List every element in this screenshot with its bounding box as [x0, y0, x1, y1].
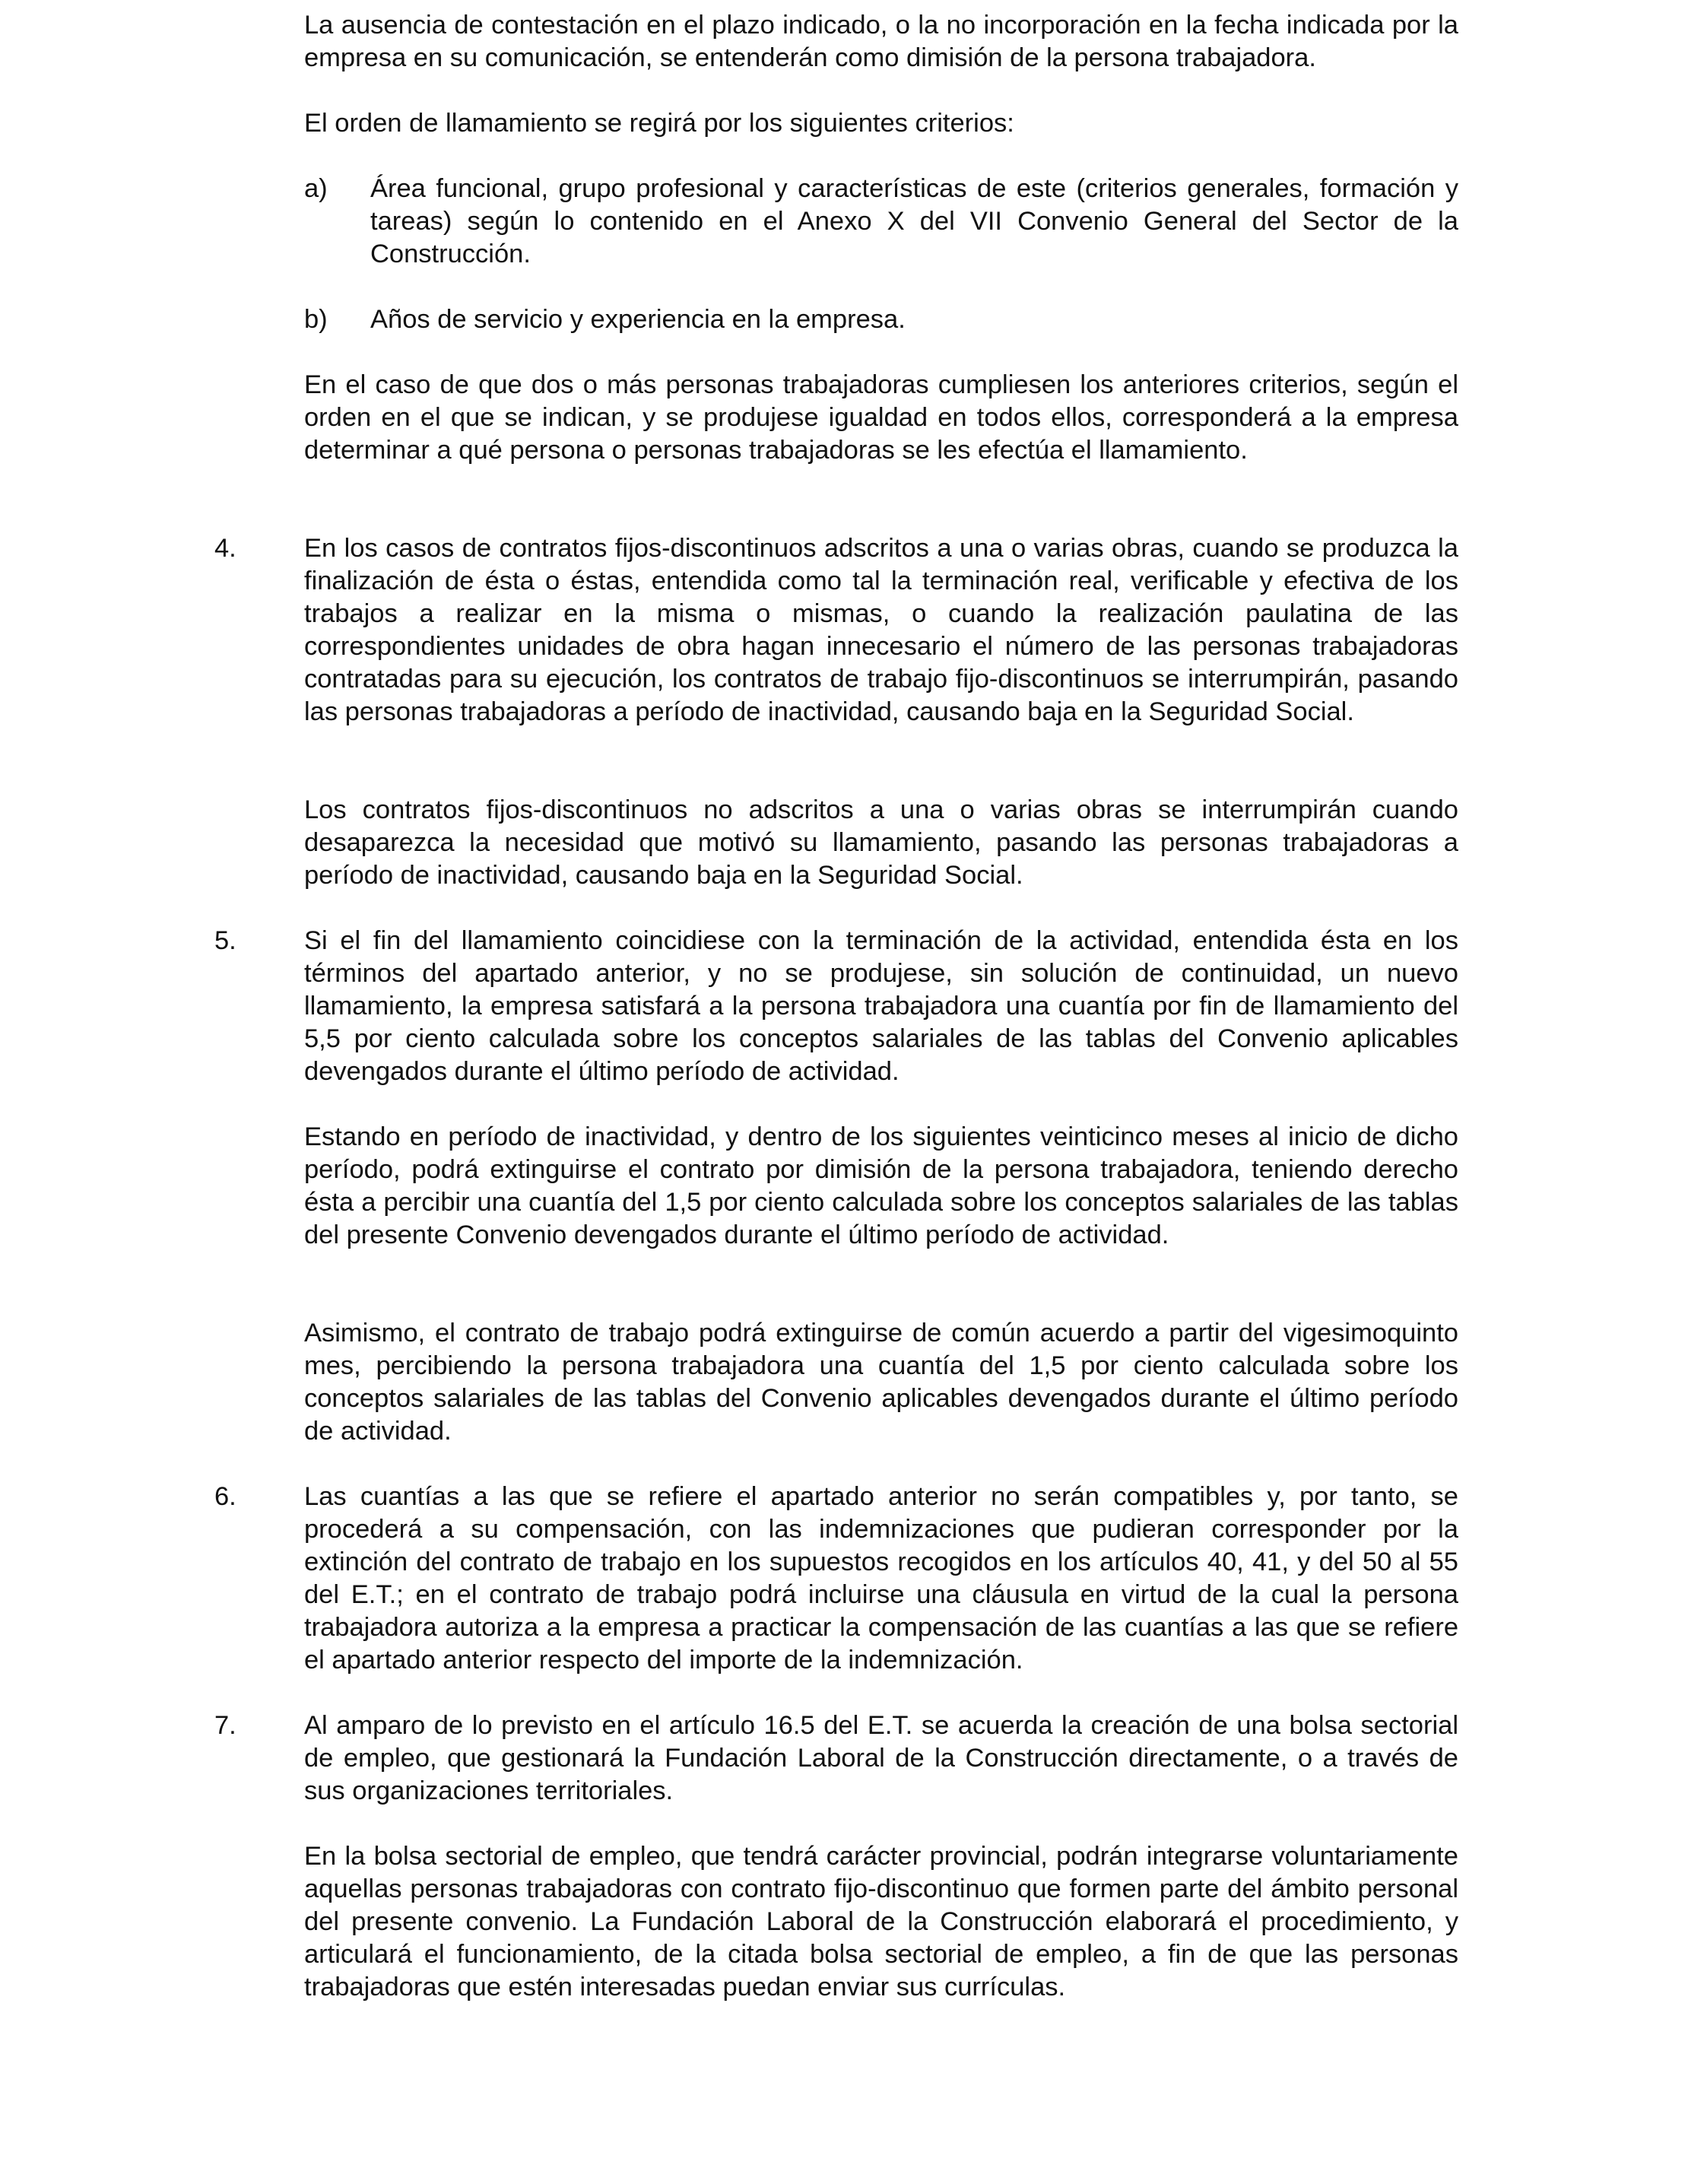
paragraph-tie-breaker: En el caso de que dos o más personas trabajadoras cumpliesen los anteriores criterios, según el orden en el que se indican, y se produjese igualdad en todos ellos, corresponderá a la empresa determinar a qué persona o personas trabajadoras se les efectúa el llamamiento. [304, 370, 1458, 465]
item-5-paragraph-3: Asimismo, el contrato de trabajo podrá extinguirse de común acuerdo a partir del vigesimoquinto mes, percibiendo la persona trabajadora una cuantía del 1,5 por ciento calculada sobre los conceptos salariales de las tablas del Convenio aplicables devengados durante el último período de actividad. [304, 1319, 1458, 1446]
item-6-paragraph-1: Las cuantías a las que se refiere el apartado anterior no serán compatibles y, por tanto, se procederá a su compensación, con las indemnizaciones que pudieran corresponder por la extinción del contrato de trabajo en los supuestos recogidos en los artículos 40, 41, y del 50 al 55 del E.T.; en el contrato de trabajo podrá incluirse una cláusula en virtud de la cual la persona trabajadora autoriza a la empresa a practicar la compensación de las cuantías a las que se refiere el apartado anterior respecto del importe de la indemnización. [304, 1482, 1458, 1675]
item-5-paragraph-1: Si el fin del llamamiento coincidiese con la terminación de la actividad, entendida ésta en los términos del apartado anterior, y no se produjese, sin solución de continuidad, un nuevo llamamiento, la empresa satisfará a la persona trabajadora una cuantía por fin de llamamiento del 5,5 por ciento calculada sobre los conceptos salariales de las tablas del Convenio aplicables devengados durante el último período de actividad. [304, 926, 1458, 1086]
item-4-paragraph-2: Los contratos fijos-discontinuos no adscritos a una o varias obras se interrumpirán cuando desaparezca la necesidad que motivó su llamamiento, pasando las personas trabajadoras a período de inactividad, causando baja en la Seguridad Social. [304, 795, 1458, 890]
criterion-text-b: Años de servicio y experiencia en la empresa. [370, 305, 906, 334]
item-5-paragraph-2: Estando en período de inactividad, y dentro de los siguientes veinticinco meses al inicio de dicho período, podrá extinguirse el contrato por dimisión de la persona trabajadora, teniendo derecho ésta a percibir una cuantía del 1,5 por ciento calculada sobre los conceptos salariales de las tablas del presente Convenio devengados durante el último período de actividad. [304, 1122, 1458, 1249]
criterion-marker-a: a) [304, 174, 328, 203]
item-4-paragraph-1: En los casos de contratos fijos-discontinuos adscritos a una o varias obras, cuando se produzca la finalización de ésta o éstas, entendida como tal la terminación real, verificable y efectiva de los trabajos a realizar en la misma o mismas, o cuando la realización paulatina de las correspondientes unidades de obra hagan innecesario el número de las personas trabajadoras contratadas para su ejecución, los contratos de trabajo fijo-discontinuos se interrumpirán, pasando las personas trabajadoras a período de inactividad, causando baja en la Seguridad Social. [304, 534, 1458, 726]
item-number-4: 4. [214, 534, 236, 563]
paragraph-call-order-intro: El orden de llamamiento se regirá por los siguientes criterios: [304, 109, 1014, 138]
paragraph-absence-of-reply: La ausencia de contestación en el plazo indicado, o la no incorporación en la fecha indicada por la empresa en su comunicación, se entenderán como dimisión de la persona trabajadora. [304, 11, 1458, 72]
item-7-paragraph-2: En la bolsa sectorial de empleo, que tendrá carácter provincial, podrán integrarse voluntariamente aquellas personas trabajadoras con contrato fijo-discontinuo que formen parte del ámbito personal del presente convenio. La Fundación Laboral de la Construcción elaborará el procedimiento, y articulará el funcionamiento, de la citada bolsa sectorial de empleo, a fin de que las personas trabajadoras que estén interesadas puedan enviar sus currículas. [304, 1842, 1458, 2001]
item-number-7: 7. [214, 1711, 236, 1740]
item-number-6: 6. [214, 1482, 236, 1511]
item-7-paragraph-1: Al amparo de lo previsto en el artículo 16.5 del E.T. se acuerda la creación de una bolsa sectorial de empleo, que gestionará la Fundación Laboral de la Construcción directamente, o a través de sus organizaciones territoriales. [304, 1711, 1458, 1805]
criterion-marker-b: b) [304, 305, 328, 334]
criterion-text-a: Área funcional, grupo profesional y características de este (criterios generales, formación y tareas) según lo contenido en el Anexo X del VII Convenio General del Sector de la Construcción. [370, 174, 1458, 268]
item-number-5: 5. [214, 926, 236, 955]
